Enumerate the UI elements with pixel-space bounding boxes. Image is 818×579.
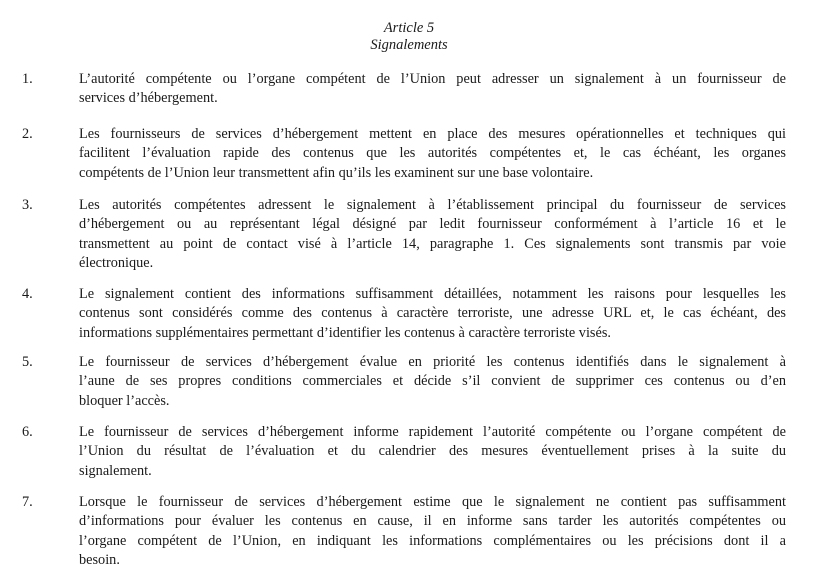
text-line: bloquer l’accès. [79, 392, 170, 409]
text-line: compétents de l’Union leur transmettent afin qu’ils les examinent sur une base volontaire. [79, 164, 594, 181]
text-line: besoin. [79, 552, 120, 569]
paragraph-text [79, 423, 786, 481]
text-line: L’autorité compétente ou l’organe compétent de l’Union peut adresser un signalement à un fournisseur de [79, 71, 786, 87]
text-line: Lorsque le fournisseur de services d’hébergement estime que le signalement ne contient pas suffisamment [79, 494, 786, 510]
paragraph-text [79, 285, 786, 343]
article-title: Article 5 [383, 20, 435, 36]
paragraph-text [79, 70, 786, 109]
text-line: Le fournisseur de services d’hébergement évalue en priorité les contenus identifiés dans le signalement à [79, 354, 786, 370]
text-line: Les autorités compétentes adressent le signalement à l’établissement principal du fournisseur de services [79, 197, 786, 213]
paragraph-number: 3. [22, 197, 33, 213]
paragraph-text [79, 353, 786, 411]
paragraph-number: 6. [22, 424, 33, 440]
text-line: électronique. [79, 255, 154, 272]
paragraph-number: 7. [22, 494, 33, 510]
paragraph-number: 2. [22, 126, 33, 142]
article-subtitle: Signalements [370, 37, 448, 53]
paragraph-text [79, 125, 786, 183]
text-line: l’Union du résultat de l’évaluation et du calendrier des mesures éventuellement prises à la suite du [79, 443, 786, 460]
text-line: Les fournisseurs de services d’hébergement mettent en place des mesures opérationnelles et techniques qui [79, 126, 786, 142]
paragraph-number: 1. [22, 71, 33, 87]
text-line: d’informations pour évaluer les contenus en cause, il en informe sans tarder les autorités compétentes ou [79, 513, 786, 530]
text-line: Le signalement contient des informations suffisamment détaillées, notamment les raisons pour lesquelles les [79, 286, 786, 302]
paragraph-text [79, 196, 786, 274]
text-line: facilitent l’évaluation rapide des contenus que les autorités compétentes et, le cas échéant, les organes [79, 145, 786, 162]
text-line: services d’hébergement. [79, 90, 218, 107]
text-line: transmettent au point de contact visé à l’article 14, paragraphe 1. Ces signalements sont transmis par voie [79, 235, 786, 252]
text-line: l’aune de ses propres conditions commerciales et décide s’il convient de supprimer ces contenus ou d’en [79, 373, 786, 390]
paragraph-number: 5. [22, 354, 33, 370]
text-line: l’organe compétent de l’Union, en indiquant les informations complémentaires ou les précisions dont il a [79, 532, 786, 549]
paragraph-text [79, 493, 786, 571]
text-line: signalement. [79, 462, 152, 479]
text-line: contenus sont considérés comme des contenus à caractère terroriste, une adresse URL et, le cas échéant, des [79, 305, 786, 322]
text-line: informations supplémentaires permettant d’identifier les contenus à caractère terroriste visés. [79, 324, 611, 341]
text-line: d’hébergement ou au représentant légal désigné par ledit fournisseur conformément à l’article 16 et le [79, 216, 786, 233]
text-line: Le fournisseur de services d’hébergement informe rapidement l’autorité compétente ou l’organe compétent de [79, 424, 786, 440]
paragraph-number: 4. [22, 286, 33, 302]
